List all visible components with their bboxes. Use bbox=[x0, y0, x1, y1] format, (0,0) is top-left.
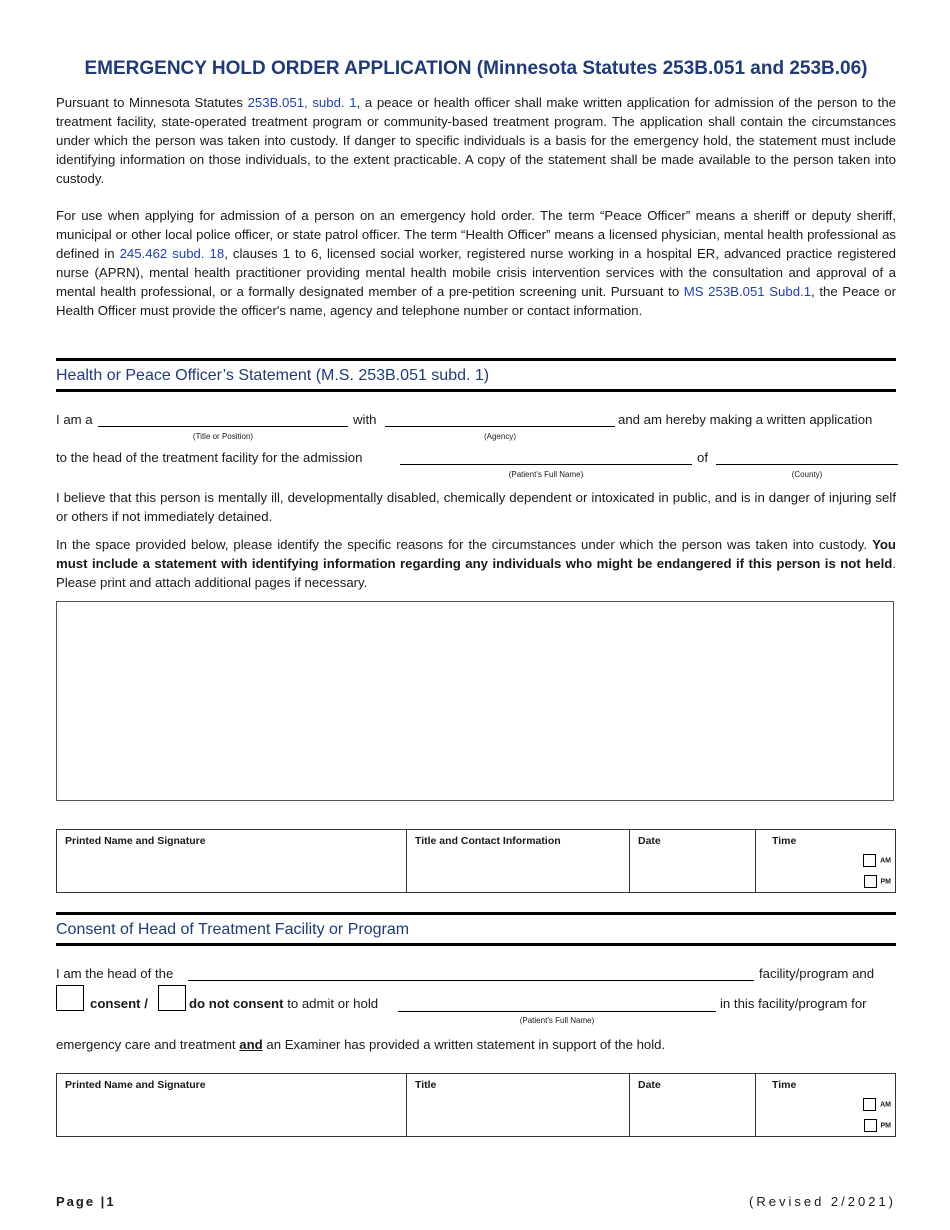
section-divider-bottom bbox=[56, 389, 896, 392]
caption-county: (County) bbox=[791, 470, 823, 479]
head-time-cell[interactable]: Time AM PM bbox=[756, 1074, 896, 1137]
consent-section-heading: Consent of Head of Treatment Facility or Program bbox=[56, 921, 410, 938]
intro-paragraph-1: Pursuant to Minnesota Statutes 253B.051, subd. 1, a peace or health officer shall make written application for admission of the person to the treatment facility, state-operated treatment program or community-based treatment program. The application shall contain the circumstances under which the person was taken into custody. If danger to specific individuals is a basis for the emergency hold, the statement must include identifying information on those individuals, to the extent practicable. A copy of the statement shall be made available to the person taken into custody. bbox=[56, 95, 896, 186]
head-date-cell[interactable]: Date bbox=[630, 1074, 756, 1137]
belief-statement: I believe that this person is mentally ill, developmentally disabled, chemically dependent or intoxicated in public, and is in danger of injuring self or others if not immediately detained. bbox=[56, 490, 896, 524]
consent-divider-bottom bbox=[56, 943, 896, 946]
title-position-field[interactable] bbox=[98, 412, 348, 427]
caption-patient-name: (Patient’s Full Name) bbox=[508, 470, 584, 479]
officer-time-cell[interactable]: Time AM PM bbox=[756, 830, 896, 893]
officer-signature-table bbox=[56, 829, 896, 893]
caption-agency: (Agency) bbox=[483, 432, 516, 441]
head-pm-checkbox[interactable] bbox=[864, 1119, 877, 1132]
head-title-cell[interactable]: Title bbox=[407, 1074, 630, 1137]
consent-divider-top bbox=[56, 912, 896, 915]
caption-title-position: (Title or Position) bbox=[192, 432, 254, 441]
officer-printed-name-cell[interactable]: Printed Name and Signature bbox=[57, 830, 407, 893]
intro-paragraph-2: For use when applying for admission of a person on an emergency hold order. The term “Peace Officer” means a sheriff or deputy sheriff, municipal or other local police officer, or state patrol officer. The term “Health Officer” means a licensed physician, mental health professional as defined in 245.462 subd. 18, clauses 1 to 6, licensed social worker, registered nurse working in a hospital ER, advanced practice registered nurse (APRN), mental health practitioner providing mental health mobile crisis intervention services with the consultation and approval of a mental health professional, or a formally designated member of a pre-petition screening unit. Pursuant to MS 253B.051 Subd.1, the Peace or Health Officer must provide the officer's name, agency and telephone number or contact information. bbox=[56, 208, 897, 318]
form-title: EMERGENCY HOLD ORDER APPLICATION (Minnesota Statutes 253B.051 and 253B.06) bbox=[84, 58, 868, 79]
officer-title-contact-cell[interactable]: Title and Contact Information bbox=[407, 830, 630, 893]
caption-consent-patient-name: (Patient’s Full Name) bbox=[519, 1016, 595, 1025]
page-number: Page |1 bbox=[56, 1194, 116, 1209]
section-divider-top bbox=[56, 358, 896, 361]
statute-link-ms253b051[interactable]: MS 253B.051 Subd.1 bbox=[683, 284, 812, 299]
consent-checkbox[interactable] bbox=[56, 985, 84, 1011]
head-am-checkbox[interactable] bbox=[863, 1098, 876, 1111]
revision-date: (Revised 2/2021) bbox=[749, 1194, 896, 1209]
officer-date-cell[interactable]: Date bbox=[630, 830, 756, 893]
agency-field[interactable] bbox=[385, 412, 615, 427]
officer-section-heading: Health or Peace Officer’s Statement (M.S. 253B.051 subd. 1) bbox=[56, 367, 490, 384]
facility-name-field[interactable] bbox=[188, 966, 754, 981]
head-printed-name-cell[interactable]: Printed Name and Signature bbox=[57, 1074, 407, 1137]
pm-checkbox[interactable] bbox=[864, 875, 877, 888]
statute-link-253b051[interactable]: 253B.051, subd. 1 bbox=[247, 95, 357, 110]
am-checkbox[interactable] bbox=[863, 854, 876, 867]
instructions: In the space provided below, please identify the specific reasons for the circumstances under which the person was taken into custody. You must include a statement with identifying information regarding any individuals who might be endangered if this person is not held. Please print and attach additional pages if necessary. bbox=[56, 537, 896, 590]
statute-link-245462[interactable]: 245.462 subd. 18 bbox=[119, 246, 225, 261]
county-field[interactable] bbox=[716, 450, 898, 465]
consent-line-2: consent / do not consent to admit or hold in this facility/program for bbox=[56, 985, 896, 1013]
consent-line-3: emergency care and treatment and an Examiner has provided a written statement in support of the hold. bbox=[56, 1037, 666, 1052]
custody-circumstances-textarea[interactable] bbox=[56, 601, 894, 801]
patient-name-field[interactable] bbox=[400, 450, 692, 465]
consent-patient-name-field[interactable] bbox=[398, 997, 716, 1012]
consent-signature-table bbox=[56, 1073, 896, 1137]
do-not-consent-checkbox[interactable] bbox=[158, 985, 186, 1011]
